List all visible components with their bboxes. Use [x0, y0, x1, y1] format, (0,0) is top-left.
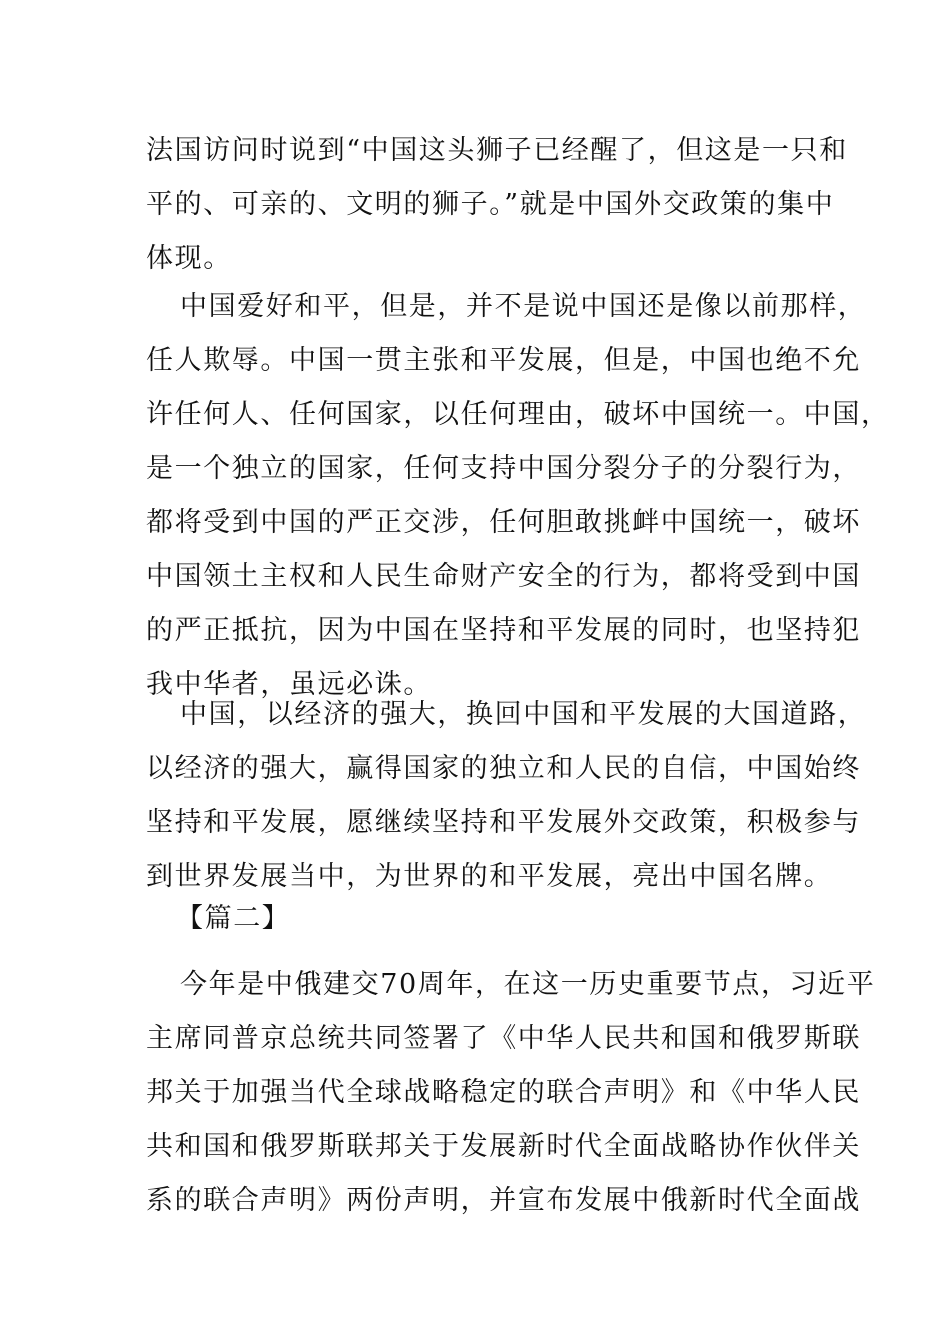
- text-line: 中国，以经济的强大，换回中国和平发展的大国道路，: [180, 699, 867, 730]
- text-line: 任人欺辱。中国一贯主张和平发展，但是，中国也绝不允: [146, 345, 861, 376]
- text-line: 的严正抵抗，因为中国在坚持和平发展的同时，也坚持犯: [146, 615, 861, 646]
- text-line: 许任何人、任何国家，以任何理由，破坏中国统一。中国，: [146, 399, 890, 430]
- text-line: 共和国和俄罗斯联邦关于发展新时代全面战略协作伙伴关: [146, 1131, 861, 1162]
- text-line: 是一个独立的国家，任何支持中国分裂分子的分裂行为，: [146, 453, 861, 484]
- text-line: 中国爱好和平，但是，并不是说中国还是像以前那样，: [180, 291, 867, 322]
- paragraph-3: [146, 688, 867, 904]
- paragraph-4: [146, 958, 876, 1228]
- text-line: 都将受到中国的严正交涉，任何胆敢挑衅中国统一，破坏: [146, 507, 861, 538]
- text-line: 以经济的强大，赢得国家的独立和人民的自信，中国始终: [146, 753, 861, 784]
- text-line: 法国访问时说到“中国这头狮子已经醒了，但这是一只和: [146, 135, 848, 166]
- text-line: 体现。: [146, 243, 232, 274]
- section-heading: [146, 892, 826, 946]
- text-line: 邦关于加强当代全球战略稳定的联合声明》和《中华人民: [146, 1077, 861, 1108]
- text-line: 我中华者，虽远必诛。: [146, 669, 432, 700]
- text-line: 今年是中俄建交70周年，在这一历史重要节点，习近平: [180, 969, 876, 1000]
- paragraph-1: [146, 124, 848, 286]
- text-line: 到世界发展当中，为世界的和平发展，亮出中国名牌。: [146, 861, 833, 892]
- text-line: 平的、可亲的、文明的狮子。”就是中国外交政策的集中: [146, 189, 835, 220]
- text-line: 中国领土主权和人民生命财产安全的行为，都将受到中国: [146, 561, 861, 592]
- text-line: 系的联合声明》两份声明，并宣布发展中俄新时代全面战: [146, 1185, 861, 1216]
- paragraph-2: [146, 280, 890, 712]
- text-line: 主席同普京总统共同签署了《中华人民共和国和俄罗斯联: [146, 1023, 861, 1054]
- section-heading-text: 【篇二】: [176, 903, 291, 934]
- text-line: 坚持和平发展，愿继续坚持和平发展外交政策，积极参与: [146, 807, 861, 838]
